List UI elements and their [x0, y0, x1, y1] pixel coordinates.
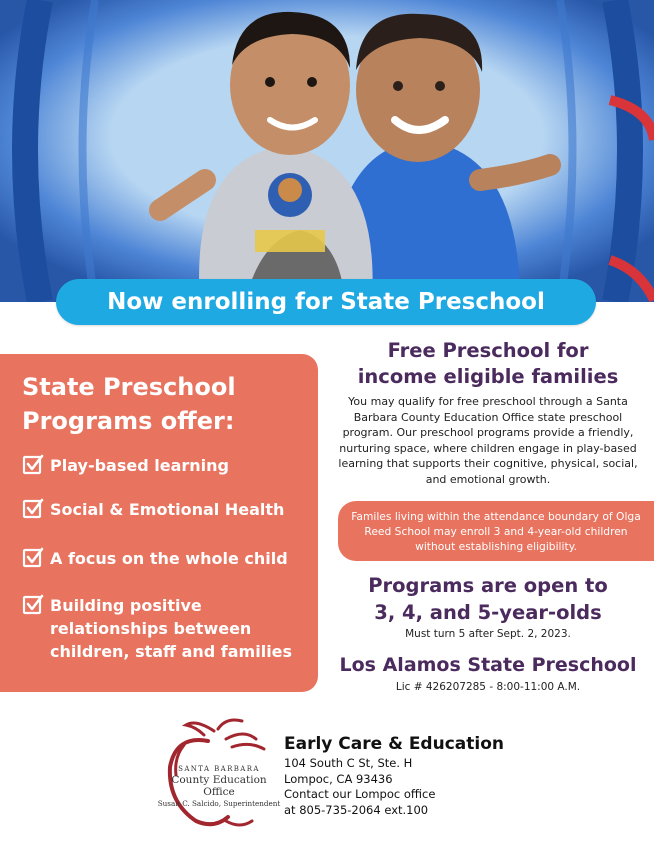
- logo-superintendent-line: Susan C. Salcido, Superintendent: [157, 799, 281, 808]
- hero-illustration: [0, 0, 654, 302]
- free-preschool-heading-line1: Free Preschool for: [387, 339, 589, 362]
- programs-offer-title: [22, 370, 312, 438]
- programs-age-heading: [330, 572, 646, 626]
- offer-item: [22, 498, 314, 521]
- contact-phone: at 805-735-2064 ext.100: [284, 802, 429, 817]
- banner-text: Now enrolling for State Preschool: [107, 289, 545, 315]
- offer-item: [22, 454, 314, 477]
- free-preschool-heading: [330, 338, 646, 390]
- logo-office-line: County Education Office: [171, 774, 267, 798]
- programs-age-line2: 3, 4, and 5-year-olds: [374, 601, 602, 624]
- free-preschool-heading-line2: income eligible families: [357, 365, 619, 388]
- offer-item-text: Social & Emotional Health: [50, 500, 285, 519]
- checkbox-icon: [22, 547, 44, 569]
- contact-title: Early Care & Education: [284, 734, 504, 754]
- logo-county-line: SANTA BARBARA: [178, 765, 260, 773]
- checkbox-icon: [22, 594, 44, 616]
- contact-address-line2: Lompoc, CA 93436: [284, 771, 393, 786]
- license-hours: Lic # 426207285 - 8:00-11:00 A.M.: [395, 681, 581, 693]
- age-requirement-note: Must turn 5 after Sept. 2, 2023.: [405, 628, 571, 640]
- programs-offer-panel: [0, 354, 318, 692]
- sbceo-logo-text: [157, 765, 281, 810]
- programs-offer-title-line1: State Preschool: [22, 373, 236, 401]
- offer-item-text: Play-based learning: [50, 456, 229, 475]
- enrollment-banner: [56, 279, 596, 325]
- programs-offer-title-line2: Programs offer:: [22, 407, 235, 435]
- offer-item: [22, 594, 314, 663]
- eligibility-notice: [338, 501, 654, 561]
- contact-address-line1: 104 South C St, Ste. H: [284, 756, 413, 770]
- eligibility-notice-text: Familes living within the attendance boundary of Olga Reed School may enroll 3 and 4-year-old children without establishing eligibility.: [351, 509, 641, 553]
- program-description: You may qualify for free preschool through a Santa Barbara County Education Office state preschool program. Our preschool programs provide a friendly, nurturing space, where children engage in play-based learning that supports their cognitive, physical, social, and emotional growth.: [338, 395, 638, 486]
- offer-item-text: A focus on the whole child: [50, 549, 288, 568]
- checkbox-icon: [22, 454, 44, 476]
- checkbox-icon: [22, 498, 44, 520]
- school-name: Los Alamos State Preschool: [339, 654, 637, 676]
- hero-photo: [0, 0, 654, 302]
- offer-item: [22, 547, 314, 570]
- contact-office-line: Contact our Lompoc office: [284, 787, 436, 801]
- contact-block: [284, 732, 584, 818]
- programs-age-line1: Programs are open to: [368, 574, 608, 597]
- offer-item-text: Building positive relationships between children, staff and families: [50, 596, 293, 661]
